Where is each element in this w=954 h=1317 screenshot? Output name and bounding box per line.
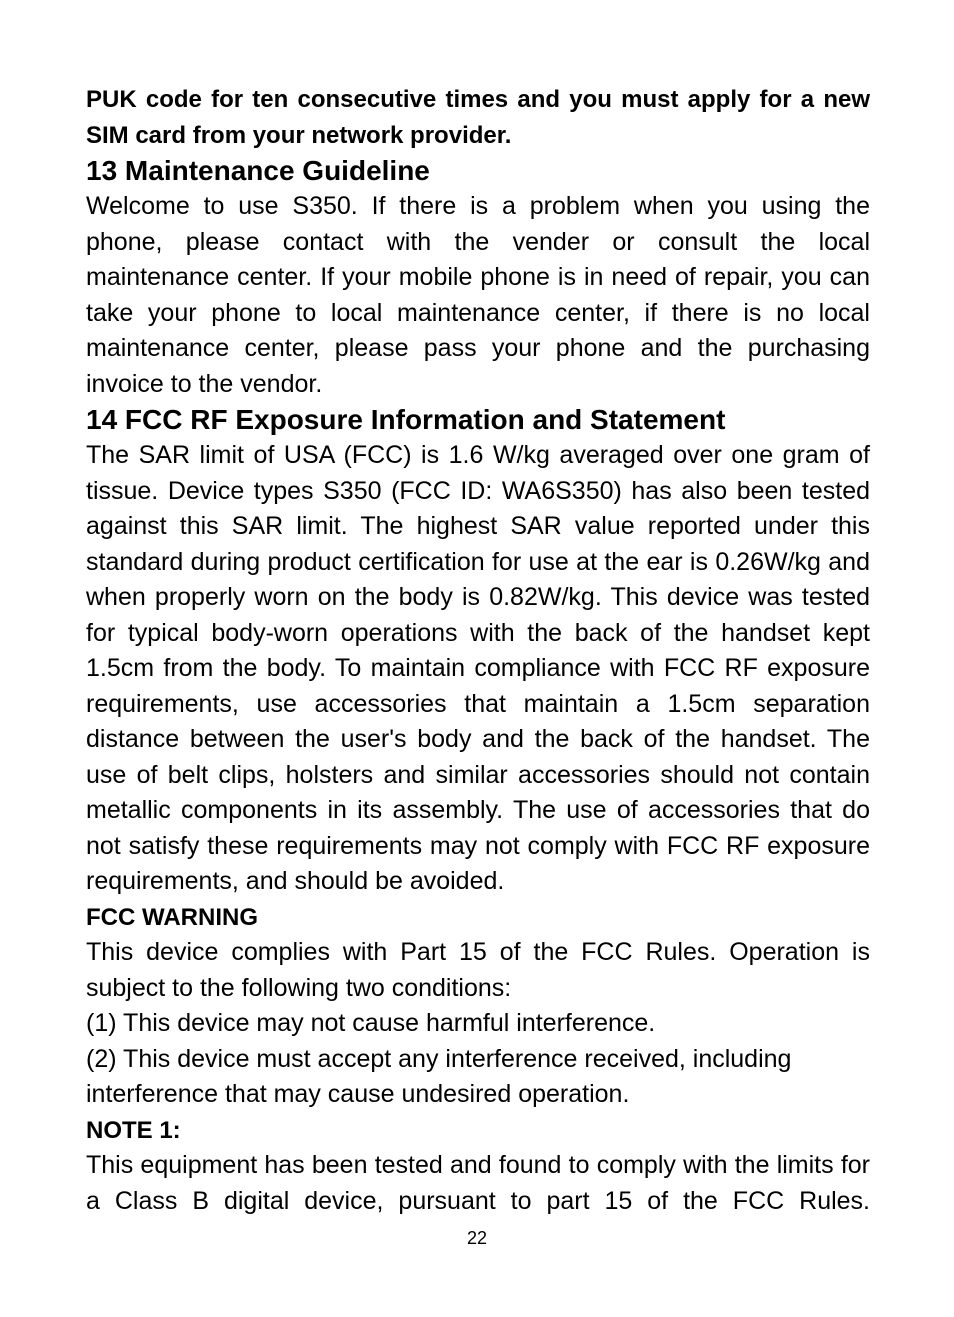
- section-13-body: Welcome to use S350. If there is a problem when you using the phone, please contact with the vender or consult the local maintenance center. If your mobile phone is in need of repair, you can take your phone to local maintenance center, if there is no local maintenance center, please pass your phone and the purchasing invoice to the vendor.: [86, 192, 870, 398]
- note-1-title: NOTE 1:: [86, 1116, 181, 1144]
- fcc-warning-condition-2-line-2: interference that may cause undesired operation.: [86, 1080, 630, 1108]
- page-number: 22: [466, 1228, 488, 1248]
- fcc-warning-condition-2-line-1: (2) This device must accept any interference received, including: [86, 1044, 792, 1073]
- fcc-warning-body: This device complies with Part 15 of the FCC Rules. Operation is subject to the following two conditions:: [86, 938, 870, 1002]
- fcc-warning-title: FCC WARNING: [86, 903, 258, 931]
- note-1-body: This equipment has been tested and found to comply with the limits for a Class B digital device, pursuant to part 15 of the FCC Rules.: [86, 1151, 870, 1215]
- fcc-warning-condition-1: (1) This device may not cause harmful interference.: [86, 1009, 656, 1037]
- document-page: [86, 82, 870, 1219]
- section-13-heading: 13 Maintenance Guideline: [86, 155, 430, 186]
- section-14-body: The SAR limit of USA (FCC) is 1.6 W/kg averaged over one gram of tissue. Device types S350 (FCC ID: WA6S350) has also been tested against this SAR limit. The highest SAR value reported under this standard during product certification for use at the ear is 0.26W/kg and when properly worn on the body is 0.82W/kg. This device was tested for typical body-worn operations with the back of the handset kept 1.5cm from the body. To maintain compliance with FCC RF exposure requirements, use accessories that maintain a 1.5cm separation distance between the user's body and the back of the handset. The use of belt clips, holsters and similar accessories should not contain metallic components in its assembly. The use of accessories that do not satisfy these requirements may not comply with FCC RF exposure requirements, and should be avoided.: [86, 441, 870, 895]
- section-14-heading: 14 FCC RF Exposure Information and Statement: [86, 404, 726, 435]
- intro-continuation: PUK code for ten consecutive times and you must apply for a new SIM card from your network provider.: [86, 86, 870, 149]
